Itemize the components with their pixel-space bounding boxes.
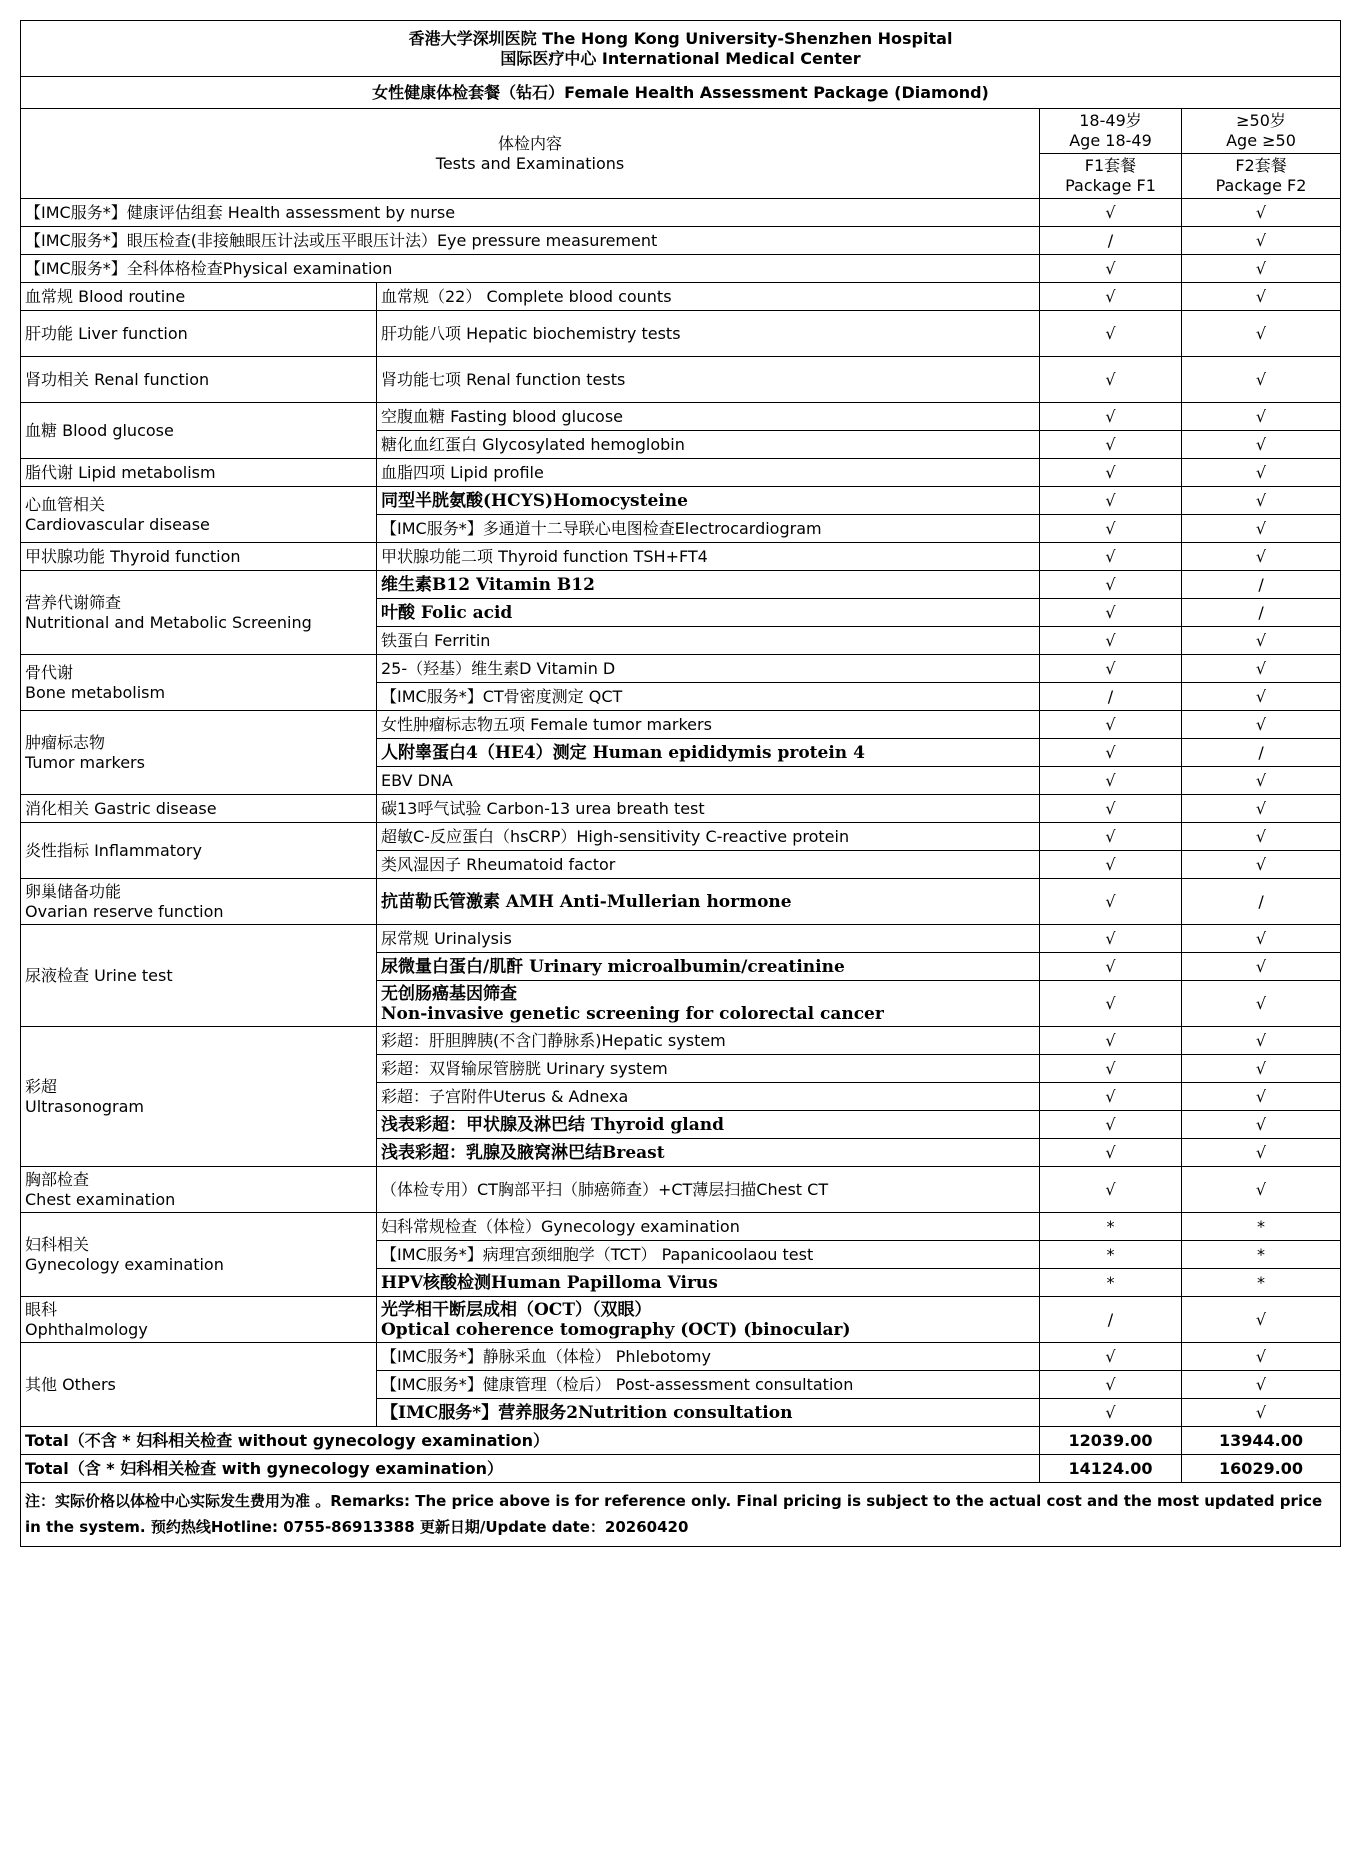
total-row-without-gyn — [21, 1427, 1341, 1455]
test-item — [377, 1027, 1040, 1055]
f2-mark: √ — [1182, 851, 1341, 879]
category-label — [21, 1297, 377, 1343]
category-label-line2: Bone metabolism — [25, 682, 166, 702]
category-label-line1: 血常规 Blood routine — [25, 286, 186, 306]
test-item — [377, 739, 1040, 767]
tests-header-zh: 体检内容 — [497, 133, 562, 153]
f2-mark: * — [1182, 1213, 1341, 1241]
test-item — [377, 1167, 1040, 1213]
test-item-text: 碳13呼气试验 Carbon-13 urea breath test — [381, 798, 705, 818]
test-row — [21, 1213, 1341, 1241]
test-item-text: 彩超：肝胆脾胰(不含门静脉系)Hepatic system — [381, 1030, 726, 1050]
test-item — [377, 311, 1040, 357]
f1-mark: √ — [1040, 543, 1182, 571]
total-label: Total（含 * 妇科相关检查 with gynecology examination） — [21, 1455, 1040, 1483]
category-label — [21, 283, 377, 311]
test-item — [377, 1083, 1040, 1111]
test-row — [21, 879, 1341, 925]
f1-mark: √ — [1040, 655, 1182, 683]
test-row — [21, 571, 1341, 599]
f1-mark: * — [1040, 1213, 1182, 1241]
test-item — [377, 1111, 1040, 1139]
category-label-line1: 肾功相关 Renal function — [25, 369, 210, 389]
test-item-text: 【IMC服务*】多通道十二导联心电图检查Electrocardiogram — [381, 518, 822, 538]
f2-age-en: Age ≥50 — [1226, 131, 1296, 150]
test-row — [21, 283, 1341, 311]
test-item — [377, 1269, 1040, 1297]
test-item-text: 无创肠癌基因筛查 — [381, 983, 517, 1004]
test-item — [377, 1213, 1040, 1241]
category-label — [21, 925, 377, 1027]
f1-mark: √ — [1040, 403, 1182, 431]
test-item — [377, 459, 1040, 487]
f2-mark: √ — [1182, 431, 1341, 459]
test-row — [21, 543, 1341, 571]
test-row — [21, 311, 1341, 357]
test-item-text: HPV核酸检测Human Papilloma Virus — [381, 1272, 718, 1293]
f1-mark: √ — [1040, 283, 1182, 311]
category-label — [21, 1343, 377, 1427]
category-label-line1: 炎性指标 Inflammatory — [25, 840, 202, 860]
test-item-text: 彩超：双肾输尿管膀胱 Urinary system — [381, 1058, 668, 1078]
test-item — [377, 1343, 1040, 1371]
f2-mark: √ — [1182, 199, 1341, 227]
f2-mark: √ — [1182, 1399, 1341, 1427]
test-row — [21, 1027, 1341, 1055]
f2-pkg-en: Package F2 — [1215, 176, 1307, 195]
total-f1: 12039.00 — [1040, 1427, 1182, 1455]
test-item-text: 妇科常规检查（体检）Gynecology examination — [381, 1216, 740, 1236]
f1-mark: √ — [1040, 1167, 1182, 1213]
category-label-line2: Ophthalmology — [25, 1319, 148, 1339]
test-row — [21, 655, 1341, 683]
test-item-text: 女性肿瘤标志物五项 Female tumor markers — [381, 714, 712, 734]
test-item — [377, 981, 1040, 1027]
total-row-with-gyn — [21, 1455, 1341, 1483]
test-row — [21, 487, 1341, 515]
f1-mark: √ — [1040, 255, 1182, 283]
f1-age-en: Age 18-49 — [1069, 131, 1152, 150]
f1-mark: √ — [1040, 1399, 1182, 1427]
f2-mark: / — [1182, 739, 1341, 767]
test-item-text: 【IMC服务*】静脉采血（体检） Phlebotomy — [381, 1346, 711, 1366]
f1-mark: √ — [1040, 431, 1182, 459]
imc-item-text: 【IMC服务*】健康评估组套 Health assessment by nurse — [21, 199, 1040, 227]
test-item-text: 【IMC服务*】CT骨密度测定 QCT — [381, 686, 623, 706]
test-item — [377, 515, 1040, 543]
f2-mark: √ — [1182, 459, 1341, 487]
tests-column-header — [21, 109, 1040, 199]
test-item — [377, 683, 1040, 711]
test-item — [377, 599, 1040, 627]
f1-mark: √ — [1040, 1139, 1182, 1167]
category-label-line1: 尿液检查 Urine test — [25, 965, 173, 985]
test-item-text: EBV DNA — [381, 770, 453, 790]
category-label-line2: Chest examination — [25, 1189, 176, 1209]
f1-mark: √ — [1040, 627, 1182, 655]
f1-mark: √ — [1040, 311, 1182, 357]
test-item-text: 糖化血红蛋白 Glycosylated hemoglobin — [381, 434, 685, 454]
test-item — [377, 627, 1040, 655]
f2-mark: / — [1182, 879, 1341, 925]
test-item-text: 血常规（22） Complete blood counts — [381, 286, 672, 306]
test-row — [21, 1167, 1341, 1213]
center-name: 国际医疗中心 International Medical Center — [500, 48, 861, 68]
f2-age-header — [1182, 109, 1341, 154]
test-item-text: 抗苗勒氏管激素 AMH Anti-Mullerian hormone — [381, 891, 792, 912]
f2-mark: √ — [1182, 767, 1341, 795]
test-row — [21, 1343, 1341, 1371]
category-label — [21, 459, 377, 487]
test-item-text: 尿微量白蛋白/肌酐 Urinary microalbumin/creatinine — [381, 956, 845, 977]
test-item — [377, 1139, 1040, 1167]
f1-mark: √ — [1040, 515, 1182, 543]
category-label — [21, 655, 377, 711]
test-row — [21, 459, 1341, 487]
test-item-text: 浅表彩超：乳腺及腋窝淋巴结Breast — [381, 1142, 665, 1163]
f2-package-header — [1182, 154, 1341, 199]
test-item — [377, 283, 1040, 311]
category-label-line2: Gynecology examination — [25, 1254, 224, 1274]
test-item — [377, 487, 1040, 515]
test-item — [377, 1399, 1040, 1427]
test-item-text: 彩超：子宫附件Uterus & Adnexa — [381, 1086, 629, 1106]
f1-mark: √ — [1040, 879, 1182, 925]
f2-mark: / — [1182, 571, 1341, 599]
f2-mark: √ — [1182, 925, 1341, 953]
category-label-line1: 其他 Others — [25, 1374, 116, 1394]
category-label-line2: Ultrasonogram — [25, 1096, 144, 1116]
test-item-text: 【IMC服务*】健康管理（检后） Post-assessment consultation — [381, 1374, 854, 1394]
total-label: Total（不含 * 妇科相关检查 without gynecology examination） — [21, 1427, 1040, 1455]
category-label-line1: 甲状腺功能 Thyroid function — [25, 546, 241, 566]
f2-mark: √ — [1182, 311, 1341, 357]
category-label — [21, 879, 377, 925]
f1-mark: √ — [1040, 767, 1182, 795]
category-label — [21, 1213, 377, 1297]
f2-pkg-zh: F2套餐 — [1235, 156, 1287, 175]
f2-mark: √ — [1182, 1167, 1341, 1213]
test-item-text: 同型半胱氨酸(HCYS)Homocysteine — [381, 490, 688, 511]
test-row — [21, 403, 1341, 431]
f1-pkg-zh: F1套餐 — [1084, 156, 1137, 175]
test-item-text: （体检专用）CT胸部平扫（肺癌筛查）+CT薄层扫描Chest CT — [381, 1179, 829, 1199]
category-label-line1: 血糖 Blood glucose — [25, 420, 174, 440]
test-item-text-line2: Optical coherence tomography (OCT) (binocular) — [381, 1319, 851, 1340]
f2-mark: * — [1182, 1241, 1341, 1269]
f2-mark: √ — [1182, 1027, 1341, 1055]
f2-mark: √ — [1182, 487, 1341, 515]
imc-item-text: 【IMC服务*】眼压检查(非接触眼压计法或压平眼压计法）Eye pressure measurement — [21, 227, 1040, 255]
f1-mark: √ — [1040, 1371, 1182, 1399]
imc-item-text: 【IMC服务*】全科体格检查Physical examination — [21, 255, 1040, 283]
test-item-text: 维生素B12 Vitamin B12 — [381, 574, 595, 595]
f1-mark: √ — [1040, 199, 1182, 227]
category-label — [21, 311, 377, 357]
f2-mark: √ — [1182, 403, 1341, 431]
f1-mark: √ — [1040, 459, 1182, 487]
package-document — [20, 20, 1340, 1547]
f2-mark: √ — [1182, 1343, 1341, 1371]
f1-mark: √ — [1040, 925, 1182, 953]
test-item — [377, 823, 1040, 851]
test-row — [21, 823, 1341, 851]
f1-mark: √ — [1040, 357, 1182, 403]
test-item — [377, 795, 1040, 823]
f2-mark: √ — [1182, 1111, 1341, 1139]
f1-pkg-en: Package F1 — [1065, 176, 1156, 195]
category-label-line1: 妇科相关 — [25, 1234, 90, 1254]
total-f1: 14124.00 — [1040, 1455, 1182, 1483]
test-item — [377, 1055, 1040, 1083]
category-label — [21, 403, 377, 459]
category-label-line1: 彩超 — [25, 1076, 58, 1096]
f1-mark: √ — [1040, 1055, 1182, 1083]
f2-mark: √ — [1182, 227, 1341, 255]
test-item-text: 空腹血糖 Fasting blood glucose — [381, 406, 623, 426]
category-label — [21, 357, 377, 403]
f1-mark: √ — [1040, 1343, 1182, 1371]
f1-mark: / — [1040, 1297, 1182, 1343]
f2-mark: √ — [1182, 1139, 1341, 1167]
f2-mark: √ — [1182, 357, 1341, 403]
category-label-line1: 骨代谢 — [25, 662, 74, 682]
f2-mark: √ — [1182, 1297, 1341, 1343]
category-label — [21, 711, 377, 795]
test-item — [377, 851, 1040, 879]
test-item — [377, 655, 1040, 683]
test-item-text: 浅表彩超：甲状腺及淋巴结 Thyroid gland — [381, 1114, 724, 1135]
category-label-line1: 胸部检查 — [25, 1169, 90, 1189]
f1-mark: √ — [1040, 487, 1182, 515]
test-item — [377, 711, 1040, 739]
category-label — [21, 543, 377, 571]
test-item-text: 尿常规 Urinalysis — [381, 928, 512, 948]
test-item-text: 铁蛋白 Ferritin — [381, 630, 491, 650]
test-item-text-line2: Non-invasive genetic screening for colorectal cancer — [381, 1003, 884, 1024]
test-item-text: 25-（羟基）维生素D Vitamin D — [381, 658, 616, 678]
test-item — [377, 357, 1040, 403]
test-item-text: 甲状腺功能二项 Thyroid function TSH+FT4 — [381, 546, 708, 566]
test-item-text: 类风湿因子 Rheumatoid factor — [381, 854, 616, 874]
f2-mark: √ — [1182, 655, 1341, 683]
f2-mark: * — [1182, 1269, 1341, 1297]
f2-mark: √ — [1182, 981, 1341, 1027]
hospital-header — [21, 21, 1341, 77]
f2-mark: √ — [1182, 255, 1341, 283]
test-item — [377, 925, 1040, 953]
test-row — [21, 711, 1341, 739]
test-item-text: 【IMC服务*】营养服务2Nutrition consultation — [381, 1402, 793, 1423]
category-label-line2: Tumor markers — [25, 752, 145, 772]
category-label-line2: Ovarian reserve function — [25, 901, 224, 921]
test-item — [377, 543, 1040, 571]
test-item — [377, 1371, 1040, 1399]
test-item-text: 叶酸 Folic acid — [381, 602, 513, 623]
category-label — [21, 571, 377, 655]
f1-mark: √ — [1040, 1111, 1182, 1139]
test-item — [377, 879, 1040, 925]
f1-package-header — [1040, 154, 1182, 199]
test-row — [21, 925, 1341, 953]
f1-mark: √ — [1040, 711, 1182, 739]
category-label — [21, 487, 377, 543]
f1-mark: / — [1040, 227, 1182, 255]
category-label-line2: Cardiovascular disease — [25, 514, 210, 534]
test-item — [377, 403, 1040, 431]
test-item — [377, 1297, 1040, 1343]
f1-mark: √ — [1040, 953, 1182, 981]
f2-mark: √ — [1182, 711, 1341, 739]
category-label-line1: 心血管相关 — [25, 494, 106, 514]
f2-mark: √ — [1182, 1055, 1341, 1083]
category-label-line1: 眼科 — [25, 1299, 58, 1319]
imc-row — [21, 255, 1341, 283]
f2-mark: / — [1182, 599, 1341, 627]
test-item-text: 血脂四项 Lipid profile — [381, 462, 544, 482]
f2-mark: √ — [1182, 795, 1341, 823]
f1-age-header — [1040, 109, 1182, 154]
test-item — [377, 767, 1040, 795]
test-item-text: 肾功能七项 Renal function tests — [381, 369, 626, 389]
f1-mark: √ — [1040, 1027, 1182, 1055]
imc-row — [21, 199, 1341, 227]
category-label-line1: 卵巢储备功能 — [25, 881, 122, 901]
test-item — [377, 571, 1040, 599]
f2-mark: √ — [1182, 1371, 1341, 1399]
f1-mark: * — [1040, 1269, 1182, 1297]
f2-mark: √ — [1182, 683, 1341, 711]
f1-mark: √ — [1040, 851, 1182, 879]
f1-mark: √ — [1040, 1083, 1182, 1111]
category-label — [21, 823, 377, 879]
f1-mark: √ — [1040, 981, 1182, 1027]
f1-mark: / — [1040, 683, 1182, 711]
test-item-text: 【IMC服务*】病理宫颈细胞学（TCT） Papanicoolaou test — [381, 1244, 814, 1264]
f2-mark: √ — [1182, 543, 1341, 571]
test-item-text: 光学相干断层成相（OCT）（双眼） — [381, 1299, 652, 1320]
f1-mark: √ — [1040, 795, 1182, 823]
f1-mark: √ — [1040, 739, 1182, 767]
test-item-text: 人附睾蛋白4（HE4）测定 Human epididymis protein 4 — [381, 742, 865, 763]
f1-mark: √ — [1040, 599, 1182, 627]
f2-mark: √ — [1182, 515, 1341, 543]
category-label-line1: 消化相关 Gastric disease — [25, 798, 217, 818]
test-row — [21, 795, 1341, 823]
f2-age-zh: ≥50岁 — [1236, 111, 1286, 130]
category-label — [21, 1027, 377, 1167]
f2-mark: √ — [1182, 283, 1341, 311]
test-item — [377, 431, 1040, 459]
test-item — [377, 953, 1040, 981]
remarks-note: 注：实际价格以体检中心实际发生费用为准 。Remarks: The price above is for reference only. Final pricing is subject to the actual cost and the most updated price in the system. 预约热线Hotline: 0755-86913388 更新日期/Update date：20260420 — [21, 1483, 1341, 1547]
category-label-line2: Nutritional and Metabolic Screening — [25, 612, 312, 632]
category-label-line1: 肝功能 Liver function — [25, 323, 188, 343]
hospital-name: 香港大学深圳医院 The Hong Kong University-Shenzhen Hospital — [408, 28, 953, 48]
f1-mark: * — [1040, 1241, 1182, 1269]
category-label-line1: 脂代谢 Lipid metabolism — [25, 462, 216, 482]
total-f2: 16029.00 — [1182, 1455, 1341, 1483]
category-label-line1: 营养代谢筛查 — [25, 592, 122, 612]
category-label — [21, 1167, 377, 1213]
category-label — [21, 795, 377, 823]
f1-age-zh: 18-49岁 — [1079, 111, 1142, 130]
f1-mark: √ — [1040, 823, 1182, 851]
f2-mark: √ — [1182, 627, 1341, 655]
test-item-text: 肝功能八项 Hepatic biochemistry tests — [381, 323, 681, 343]
f1-mark: √ — [1040, 571, 1182, 599]
test-item-text: 超敏C-反应蛋白（hsCRP）High-sensitivity C-reactive protein — [381, 826, 850, 846]
test-row — [21, 1297, 1341, 1343]
category-label-line1: 肿瘤标志物 — [25, 732, 106, 752]
f2-mark: √ — [1182, 953, 1341, 981]
test-row — [21, 357, 1341, 403]
tests-header-en: Tests and Examinations — [435, 153, 625, 173]
f2-mark: √ — [1182, 1083, 1341, 1111]
package-table — [20, 20, 1341, 1547]
imc-row — [21, 227, 1341, 255]
total-f2: 13944.00 — [1182, 1427, 1341, 1455]
f2-mark: √ — [1182, 823, 1341, 851]
test-item — [377, 1241, 1040, 1269]
package-title: 女性健康体检套餐（钻石）Female Health Assessment Package (Diamond) — [21, 77, 1341, 109]
